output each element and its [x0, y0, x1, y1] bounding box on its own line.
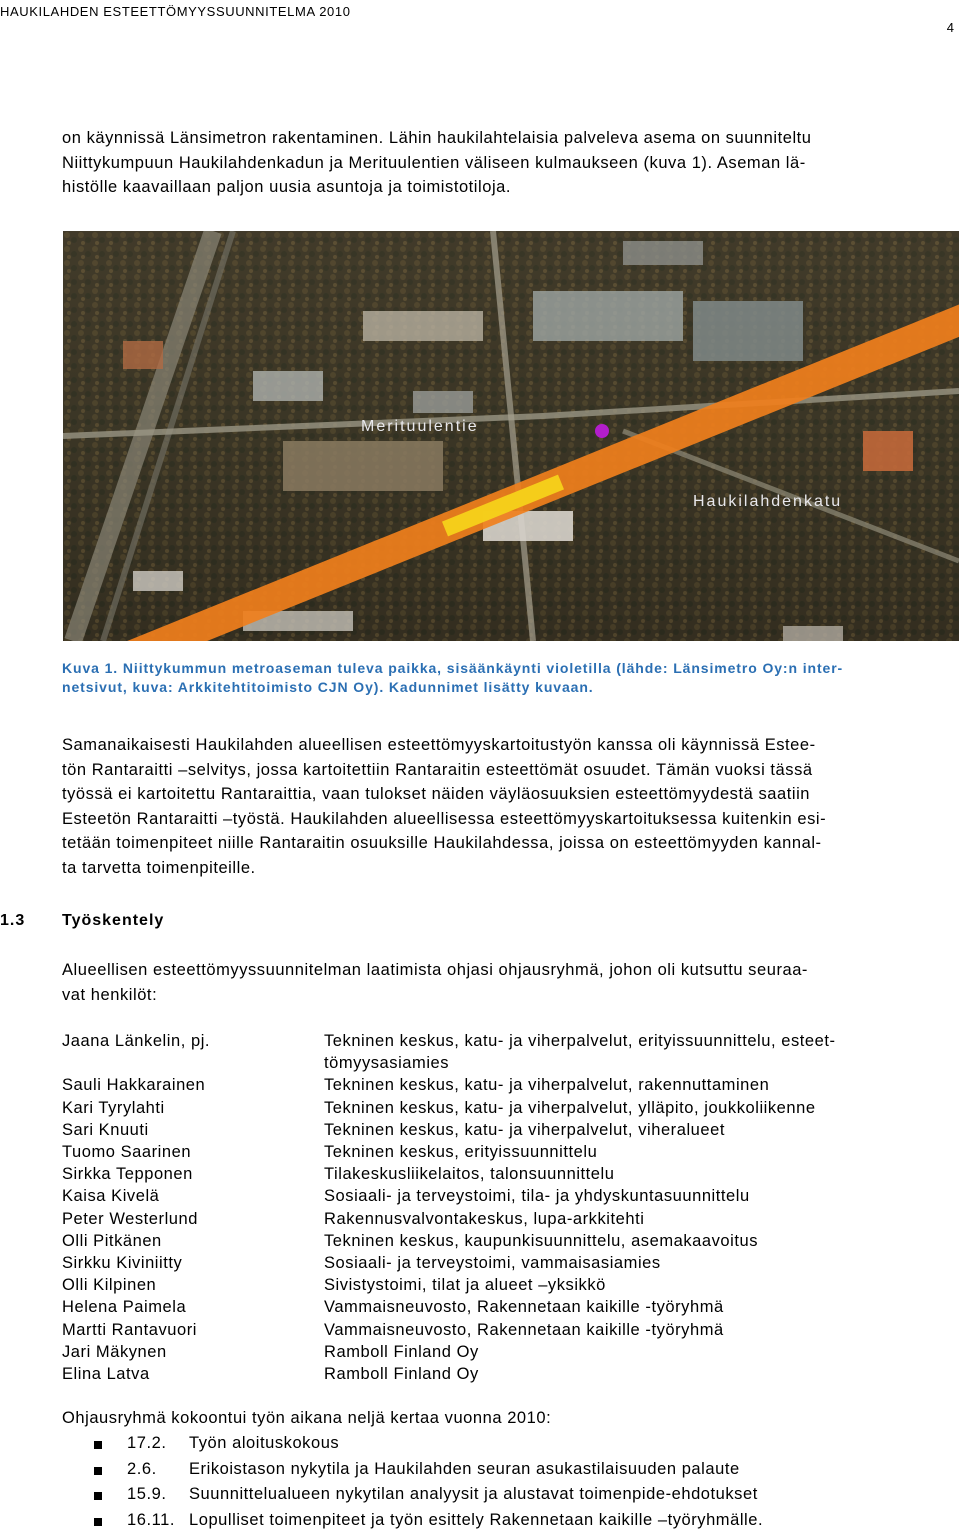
member-row	[62, 1252, 960, 1274]
member-name: Olli Kilpinen	[62, 1276, 157, 1295]
member-row	[62, 1230, 960, 1252]
member-row	[62, 1163, 960, 1185]
member-row	[62, 1185, 960, 1207]
member-name: Elina Latva	[62, 1365, 150, 1384]
meeting-text: Erikoistason nykytila ja Haukilahden seuran asukastilaisuuden palaute	[189, 1459, 740, 1478]
member-role	[324, 1030, 944, 1074]
member-row	[62, 1074, 960, 1096]
meeting-item	[0, 1485, 960, 1511]
member-role-line: tömyysasiamies	[324, 1054, 450, 1073]
member-row	[62, 1363, 960, 1385]
member-row	[62, 1296, 960, 1318]
caption-line: netsivut, kuva: Arkkitehtitoimisto CJN Oy). Kadunnimet lisätty kuvaan.	[62, 679, 594, 695]
member-role: Vammaisneuvosto, Rakennetaan kaikille -työryhmä	[324, 1320, 724, 1339]
member-role: Rakennusvalvontakeskus, lupa-arkkitehti	[324, 1209, 645, 1228]
steering-group-intro	[62, 958, 960, 1007]
member-row	[62, 1274, 960, 1296]
member-name: Jaana Länkelin, pj.	[62, 1032, 211, 1050]
member-name: Peter Westerlund	[62, 1209, 198, 1228]
member-role: Vammaisneuvosto, Rakennetaan kaikille -työryhmä	[324, 1298, 724, 1317]
member-row	[62, 1141, 960, 1163]
text-line: Alueellisen esteettömyyssuunnitelman laatimista ohjasi ohjausryhmä, johon oli kutsuttu seuraa-	[62, 961, 808, 979]
text-line: histölle kaavaillaan paljon uusia asuntoja ja toimistotiloja.	[62, 178, 512, 196]
meeting-item	[0, 1460, 960, 1486]
bullet-icon	[94, 1492, 102, 1500]
member-name: Tuomo Saarinen	[62, 1143, 192, 1162]
caption-line: Kuva 1. Niittykummun metroaseman tuleva paikka, sisäänkäynti violetilla (lähde: Länsimetro Oy:n inter-	[62, 660, 844, 676]
meeting-date: 15.9.	[127, 1485, 167, 1504]
member-row	[62, 1208, 960, 1230]
member-row	[62, 1097, 960, 1119]
member-name: Kaisa Kivelä	[62, 1187, 160, 1206]
member-name: Martti Rantavuori	[62, 1320, 197, 1339]
meeting-date: 2.6.	[127, 1459, 157, 1478]
member-name: Helena Paimela	[62, 1298, 187, 1317]
member-role: Tekninen keskus, kaupunkisuunnittelu, asemakaavoitus	[324, 1231, 759, 1250]
aerial-photo-figure	[63, 231, 959, 641]
member-row	[62, 1341, 960, 1363]
meeting-text: Suunnittelualueen nykytilan analyysit ja alustavat toimenpide-ehdotukset	[189, 1485, 758, 1504]
text-line: ta tarvetta toimenpiteille.	[62, 858, 256, 877]
entrance-marker	[595, 424, 609, 438]
aerial-photo	[63, 231, 959, 641]
intro-paragraph	[62, 126, 960, 200]
member-row	[62, 1030, 960, 1074]
meeting-date: 17.2.	[127, 1434, 167, 1452]
street-label-haukilahdenkatu: Haukilahdenkatu	[693, 493, 843, 510]
member-row	[62, 1319, 960, 1341]
meeting-item	[0, 1434, 960, 1460]
member-name: Kari Tyrylahti	[62, 1098, 165, 1117]
steering-group-members	[62, 1030, 960, 1385]
member-role: Tilakeskusliikelaitos, talonsuunnittelu	[324, 1165, 615, 1184]
meeting-date: 16.11.	[127, 1511, 175, 1530]
bullet-icon	[94, 1518, 102, 1526]
document-header-title: HAUKILAHDEN ESTEETTÖMYYSSUUNNITELMA 2010	[0, 4, 351, 19]
member-role: Tekninen keskus, erityissuunnittelu	[324, 1143, 598, 1162]
member-name: Sari Knuuti	[62, 1120, 149, 1139]
meetings-list	[0, 1434, 960, 1537]
text-line: vat henkilöt:	[62, 985, 158, 1004]
meeting-text: Lopulliset toimenpiteet ja työn esittely Rakennetaan kaikille –työryhmälle.	[189, 1511, 764, 1530]
text-line: tetään toimenpiteet niille Rantaraitin osuuksille Haukilahdessa, joissa on esteettömyyden kannal-	[62, 834, 822, 852]
member-role: Ramboll Finland Oy	[324, 1365, 479, 1384]
member-role: Ramboll Finland Oy	[324, 1342, 479, 1361]
text-line: on käynnissä Länsimetron rakentaminen. Lähin haukilahtelaisia palveleva asema on suunniteltu	[62, 129, 812, 147]
member-role: Sosiaali- ja terveystoimi, vammaisasiamies	[324, 1254, 661, 1273]
meetings-intro: Ohjausryhmä kokoontui työn aikana neljä kertaa vuonna 2010:	[62, 1409, 552, 1427]
member-name: Jari Mäkynen	[62, 1342, 167, 1361]
member-role-line: Tekninen keskus, katu- ja viherpalvelut, erityissuunnittelu, esteet-	[324, 1032, 836, 1050]
bullet-icon	[94, 1441, 102, 1449]
section-number: 1.3	[0, 912, 26, 929]
text-line: työssä ei kartoitettu Rantaraittia, vaan tulokset näiden väyläosuuksien esteettömyydestä saatiin	[62, 785, 811, 803]
meeting-text: Työn aloituskokous	[189, 1434, 340, 1452]
section-title: Työskentely	[62, 912, 165, 929]
figure-caption	[62, 659, 952, 697]
member-role: Tekninen keskus, katu- ja viherpalvelut, rakennuttaminen	[324, 1076, 770, 1095]
member-row	[62, 1119, 960, 1141]
text-line: Niittykumpuun Haukilahdenkadun ja Merituulentien väliseen kulmaukseen (kuva 1). Aseman lä-	[62, 153, 806, 172]
rantaraitti-paragraph	[62, 733, 960, 880]
text-line: tön Rantaraitti –selvitys, jossa kartoitettiin Rantaraitin esteettömät osuudet. Tämän vuoksi tässä	[62, 760, 813, 779]
text-line: Samanaikaisesti Haukilahden alueellisen esteettömyyskartoitustyön kanssa oli käynnissä Estee-	[62, 736, 816, 754]
member-role: Tekninen keskus, katu- ja viherpalvelut, viheralueet	[324, 1120, 725, 1139]
member-name: Olli Pitkänen	[62, 1231, 162, 1250]
bullet-icon	[94, 1467, 102, 1475]
member-role: Tekninen keskus, katu- ja viherpalvelut, ylläpito, joukkoliikenne	[324, 1098, 816, 1117]
meeting-item	[0, 1511, 960, 1537]
member-name: Sirkku Kiviniitty	[62, 1254, 183, 1273]
member-name: Sirkka Tepponen	[62, 1165, 193, 1184]
member-name: Sauli Hakkarainen	[62, 1076, 206, 1095]
page-number: 4	[946, 20, 954, 35]
member-role: Sivistystoimi, tilat ja alueet –yksikkö	[324, 1276, 606, 1295]
street-label-merituulentie: Merituulentie	[361, 418, 479, 435]
text-line: Esteetön Rantaraitti –työstä. Haukilahden alueellisessa esteettömyyskartoituksessa kuitenkin esi-	[62, 809, 827, 828]
member-role: Sosiaali- ja terveystoimi, tila- ja yhdyskuntasuunnittelu	[324, 1187, 750, 1206]
